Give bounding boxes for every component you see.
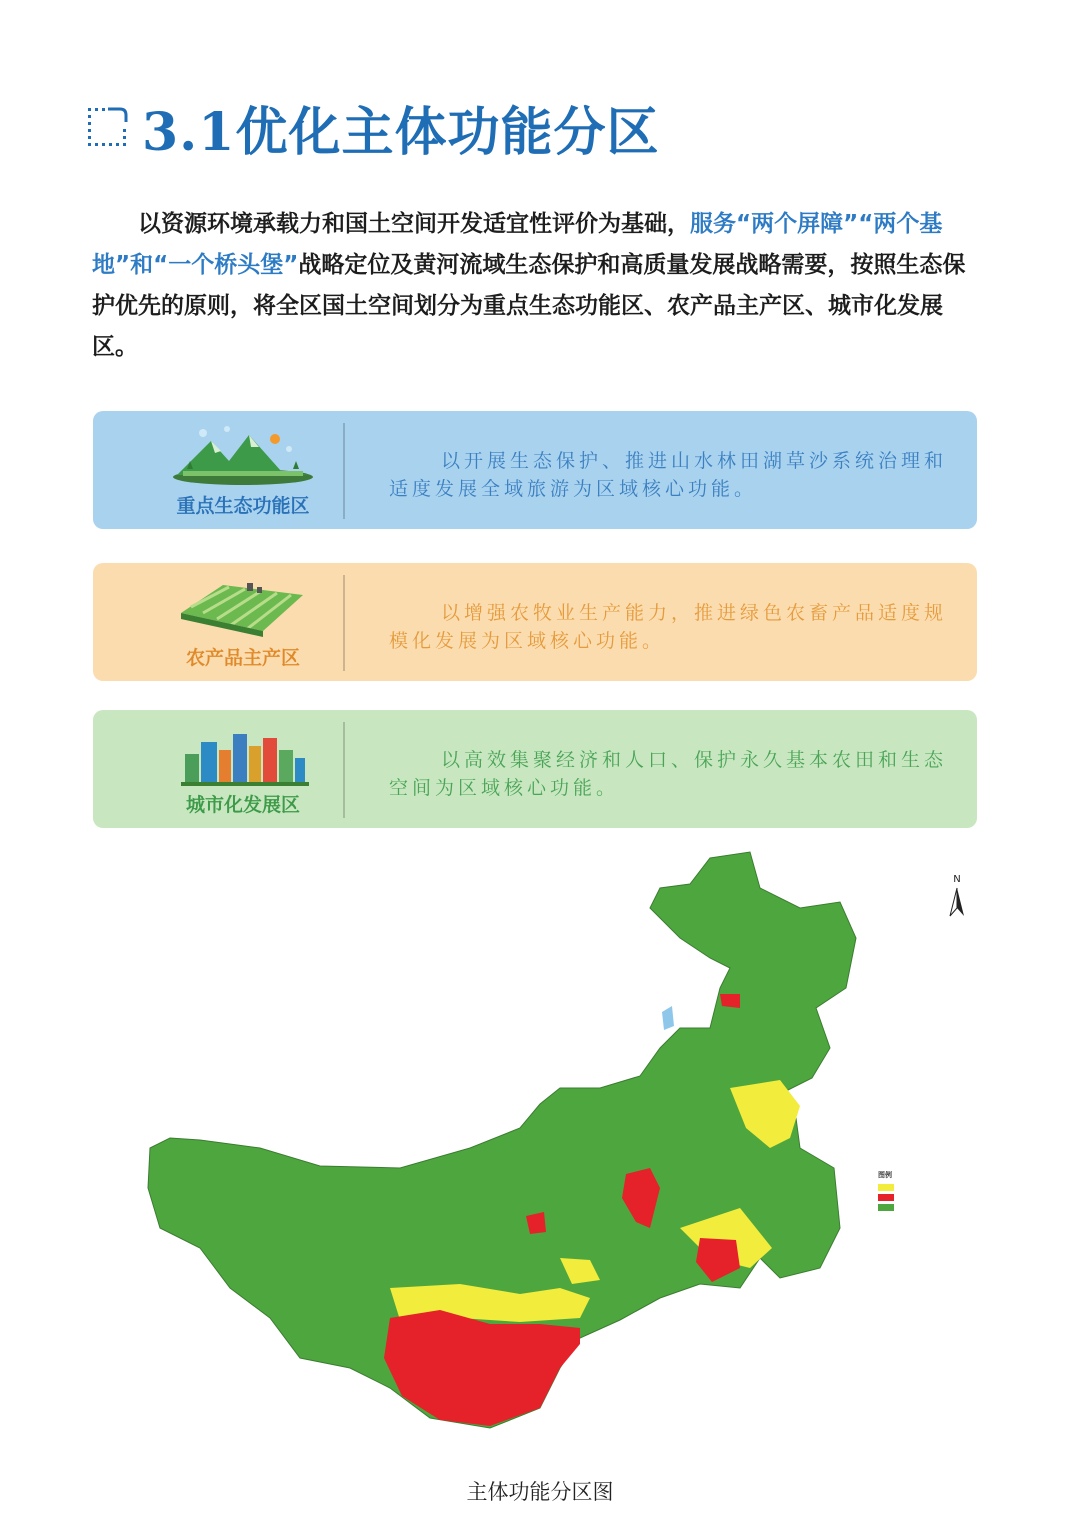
city-skyline-icon — [163, 720, 323, 790]
intro-highlight: 服务“两个屏障”“两个基地”和“一个桥头堡” — [92, 211, 943, 278]
map-region-urban — [384, 1310, 580, 1426]
card-description: 以高效集聚经济和人口、保护永久基本农田和生态空间为区域核心功能。 — [389, 749, 948, 799]
map-region-urban — [720, 994, 740, 1008]
legend-swatch-ecological — [878, 1204, 894, 1211]
functional-zone-map — [140, 848, 1040, 1448]
page-title: 3.1优化主体功能分区 — [142, 101, 660, 163]
mountain-island-icon — [163, 421, 323, 491]
map-legend — [878, 1170, 1038, 1214]
card-divider — [343, 722, 345, 818]
intro-paragraph — [92, 204, 982, 368]
map-region-water — [662, 1006, 674, 1030]
map-caption: 主体功能分区图 — [466, 1480, 614, 1504]
card-label: 重点生态功能区 — [176, 495, 310, 517]
agricultural-zone-card — [93, 563, 977, 681]
card-label: 农产品主产区 — [185, 647, 300, 669]
card-divider — [343, 423, 345, 519]
card-description: 以开展生态保护、推进山水林田湖草沙系统治理和适度发展全域旅游为区域核心功能。 — [389, 450, 948, 500]
intro-text-2: 战略定位及黄河流域生态保护和高质量发展战略需要，按照生态保护优先的原则，将全区国土空间划分为重点生态功能区、农产品主产区、城市化发展区。 — [92, 252, 966, 360]
dotted-bracket-icon — [86, 102, 132, 152]
legend-title: 图例 — [878, 1171, 892, 1179]
legend-swatch-agricultural — [878, 1184, 894, 1191]
card-label: 城市化发展区 — [185, 794, 300, 816]
card-divider — [343, 575, 345, 671]
north-arrow-icon — [946, 872, 968, 922]
intro-text-1: 以资源环境承载力和国土空间开发适宜性评价为基础， — [138, 211, 690, 237]
urban-zone-card — [93, 710, 977, 828]
legend-swatch-urban — [878, 1194, 894, 1201]
north-label: N — [953, 874, 961, 885]
card-description: 以增强农牧业生产能力，推进绿色农畜产品适度规模化发展为区域核心功能。 — [389, 602, 948, 652]
ecological-zone-card — [93, 411, 977, 529]
section-heading — [86, 92, 659, 162]
farmland-icon — [163, 573, 323, 643]
